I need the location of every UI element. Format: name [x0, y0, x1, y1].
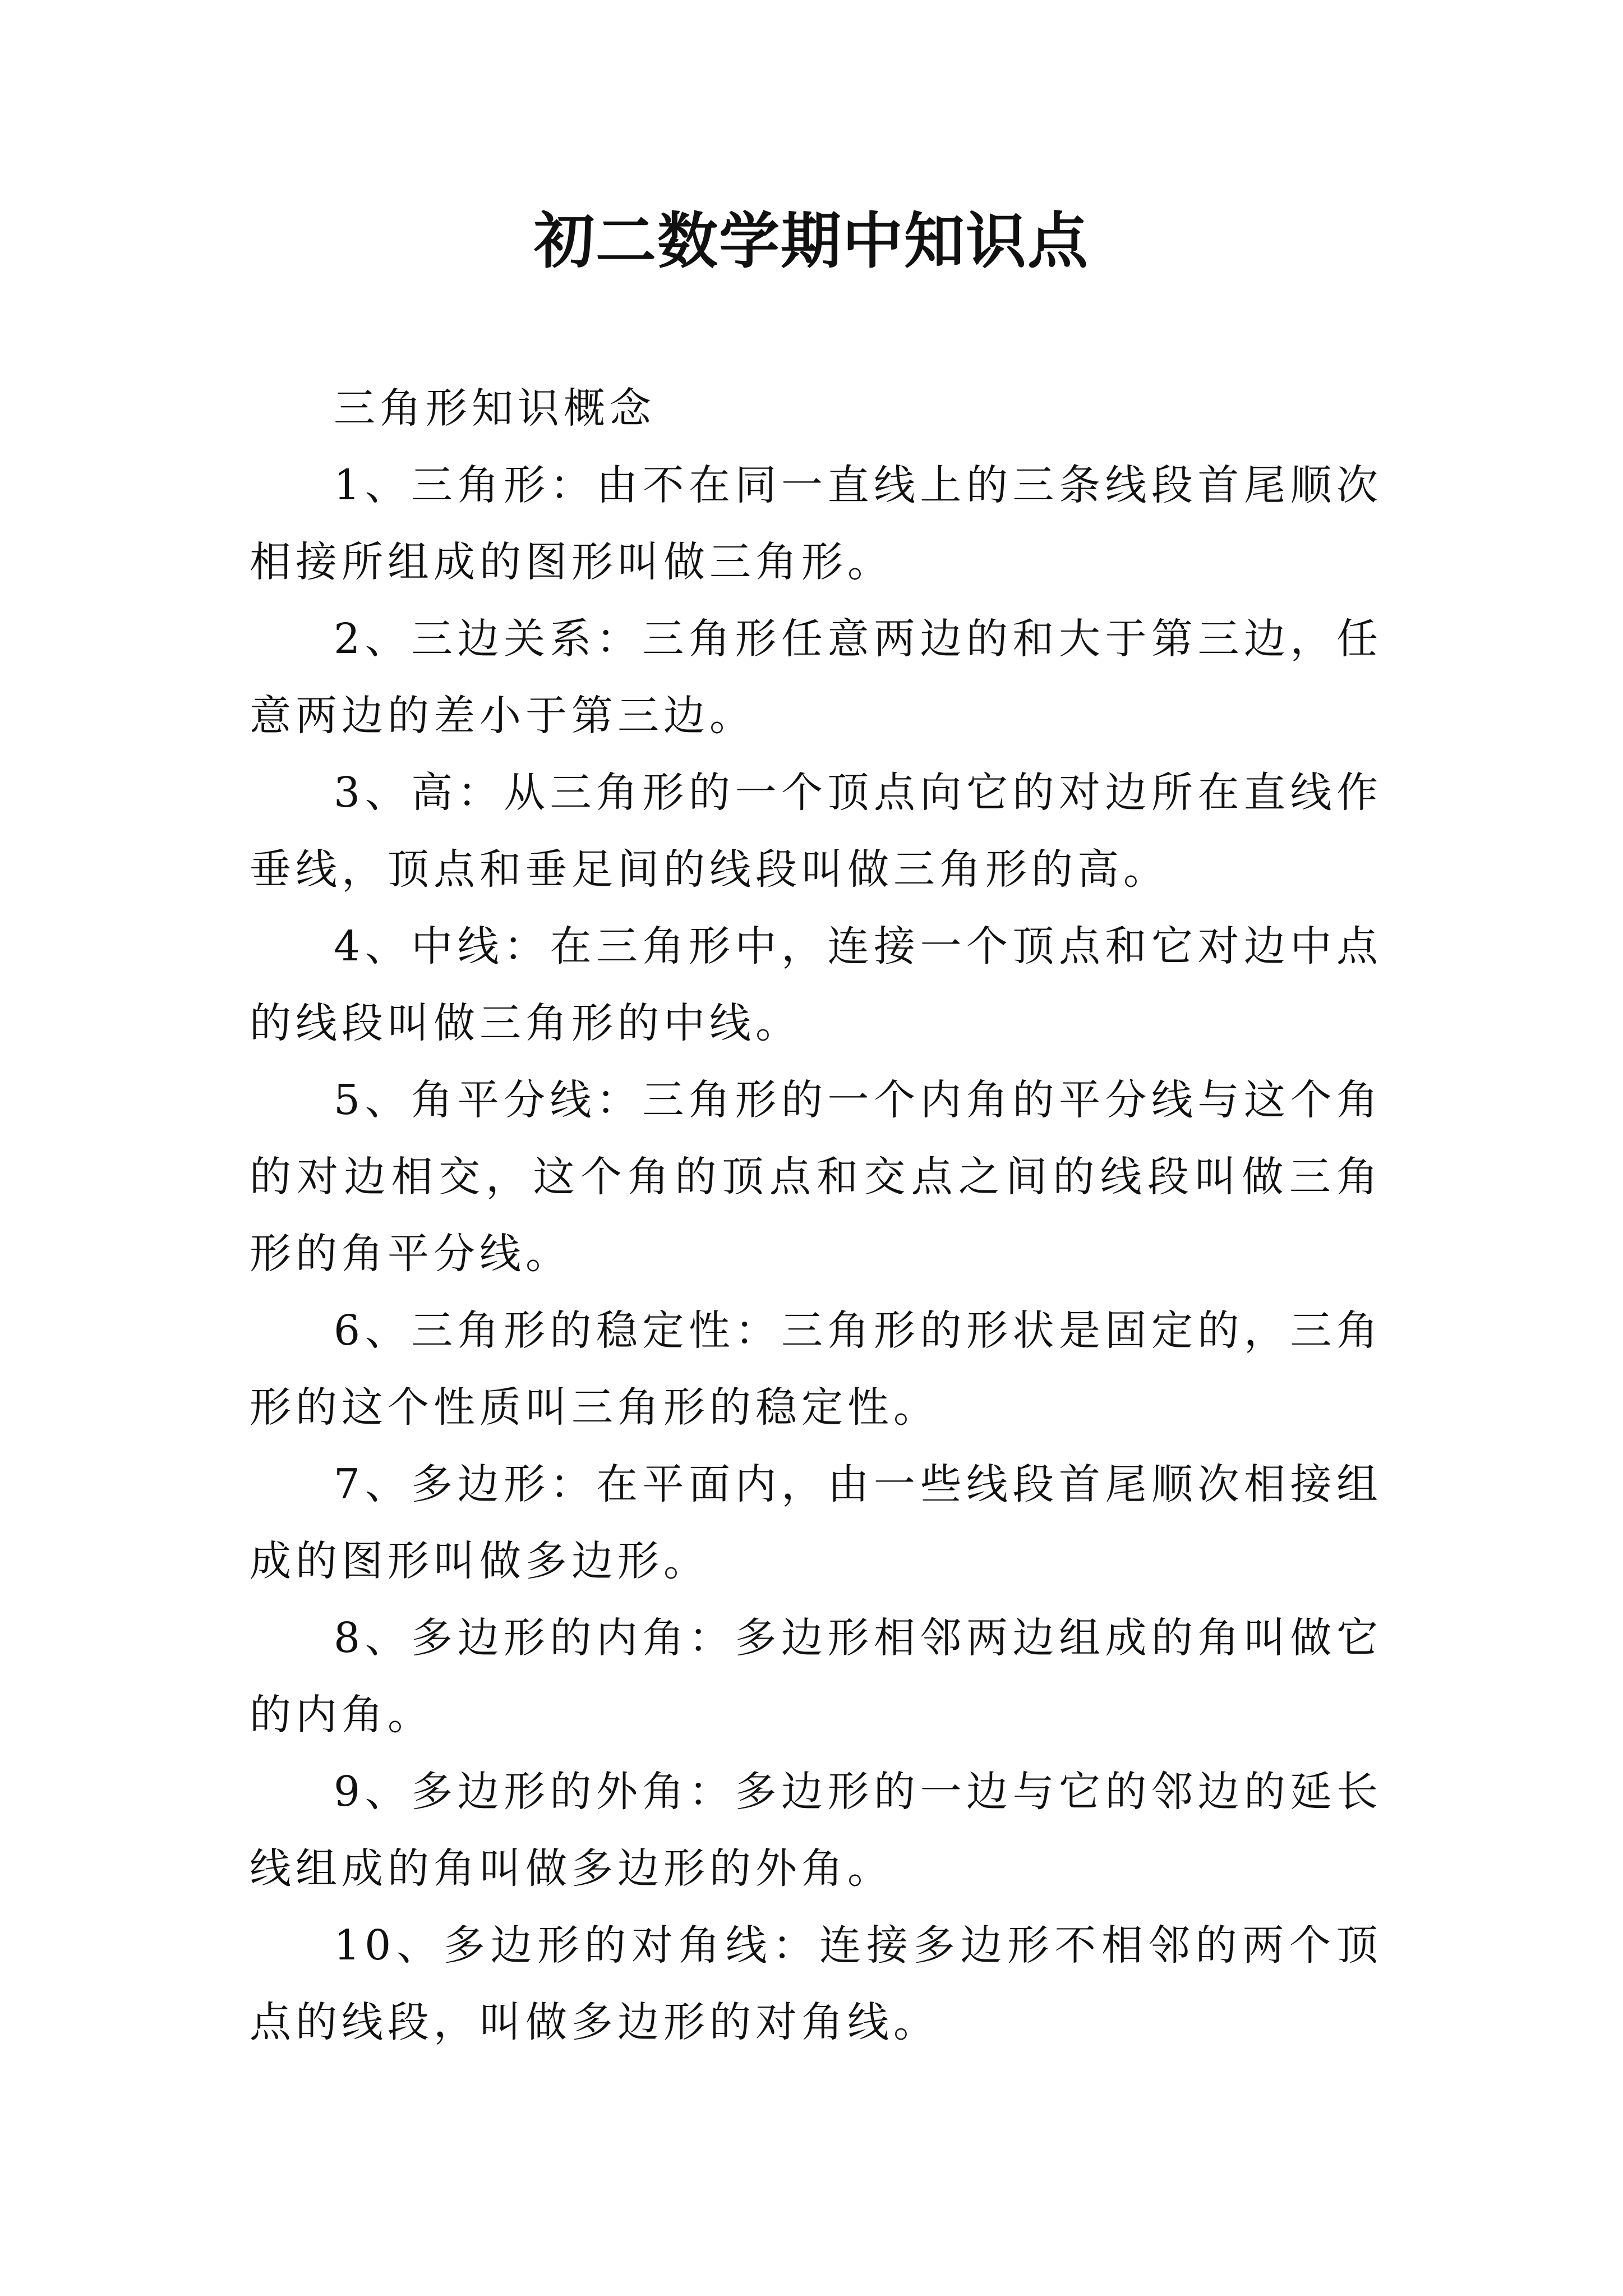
section-heading: 三角形知识概念 [334, 384, 656, 432]
knowledge-item-1: 1、三角形：由不在同一直线上的三条线段首尾顺次相接所组成的图形叫做三角形。 [250, 461, 1382, 586]
document-title: 初二数学期中知识点 [533, 206, 1089, 277]
knowledge-item-9: 9、多边形的外角：多边形的一边与它的邻边的延长线组成的角叫做多边形的外角。 [250, 1768, 1382, 1893]
knowledge-item-5: 5、角平分线：三角形的一个内角的平分线与这个角的对边相交，这个角的顶点和交点之间的线段叫做三角形的角平分线。 [250, 1076, 1382, 1278]
knowledge-item-3: 3、高：从三角形的一个顶点向它的对边所在直线作垂线，顶点和垂足间的线段叫做三角形的高。 [250, 769, 1382, 894]
knowledge-item-10: 10、多边形的对角线：连接多边形不相邻的两个顶点的线段，叫做多边形的对角线。 [250, 1921, 1382, 2046]
knowledge-item-2: 2、三边关系：三角形任意两边的和大于第三边，任意两边的差小于第三边。 [250, 615, 1382, 740]
knowledge-item-4: 4、中线：在三角形中，连接一个顶点和它对边中点的线段叫做三角形的中线。 [250, 922, 1382, 1047]
knowledge-item-6: 6、三角形的稳定性：三角形的形状是固定的，三角形的这个性质叫三角形的稳定性。 [250, 1306, 1382, 1432]
document-body [250, 370, 1382, 2061]
knowledge-item-7: 7、多边形：在平面内，由一些线段首尾顺次相接组成的图形叫做多边形。 [250, 1460, 1382, 1585]
knowledge-item-8: 8、多边形的内角：多边形相邻两边组成的角叫做它的内角。 [250, 1614, 1382, 1739]
